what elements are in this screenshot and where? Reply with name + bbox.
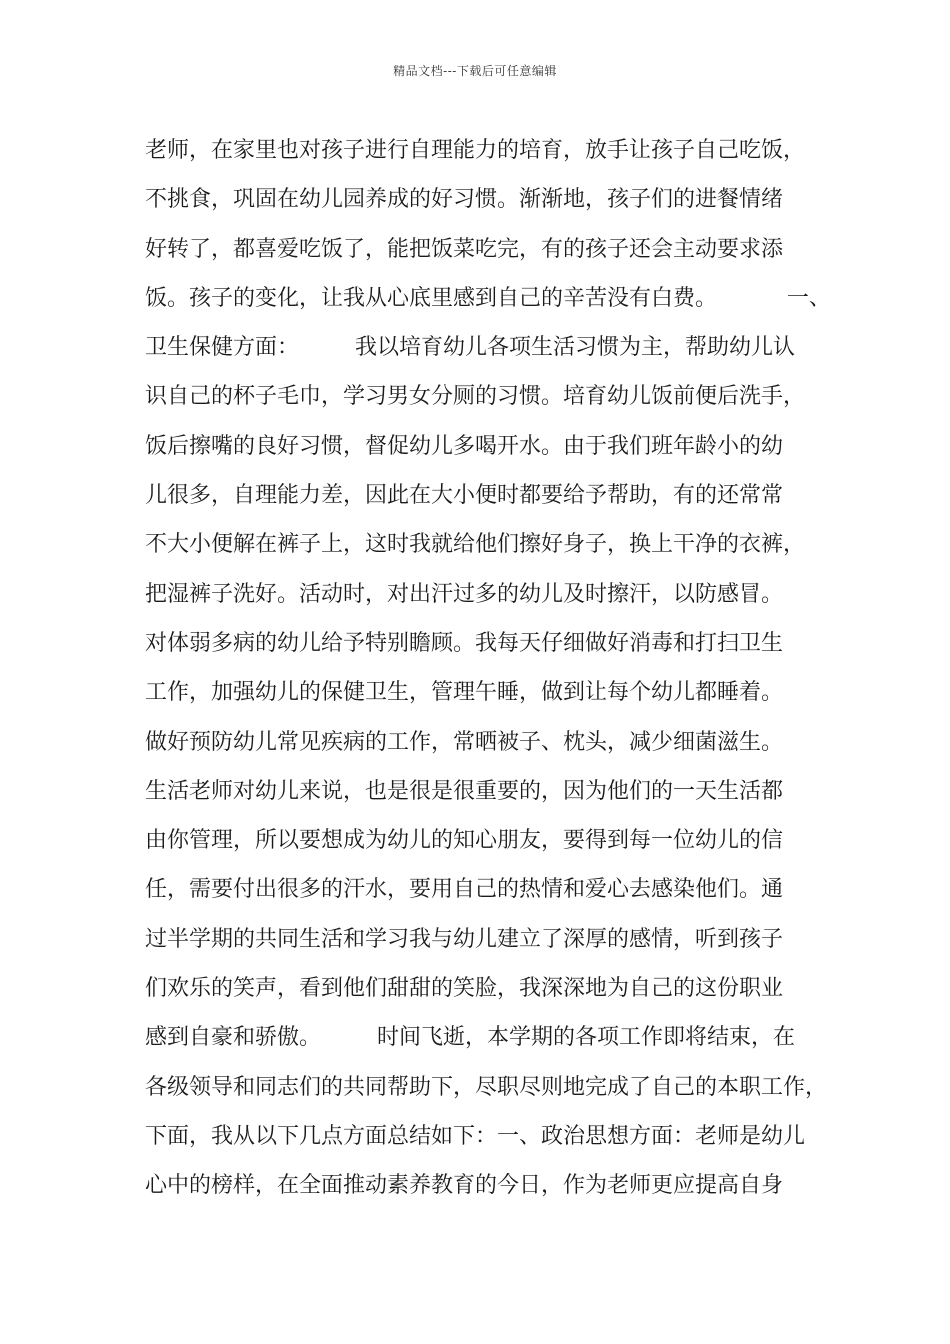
page-header: 精品文档---下载后可任意编辑 — [393, 64, 557, 78]
text-line: 饭。孩子的变化，让我从心底里感到自己的辛苦没有白费。 一、 — [145, 285, 831, 311]
text-line: 不大小便解在裤子上，这时我就给他们擦好身子，换上干净的衣裤， — [145, 532, 806, 558]
text-line: 老师，在家里也对孩子进行自理能力的培育，放手让孩子自己吃饭， — [145, 138, 806, 163]
body-text — [145, 126, 835, 1211]
text-line: 工作，加强幼儿的保健卫生，管理午睡，做到让每个幼儿都睡着。 — [145, 680, 784, 706]
text-line: 不挑食，巩固在幼儿园养成的好习惯。渐渐地，孩子们的进餐情绪 — [145, 187, 784, 213]
text-line: 们欢乐的笑声，看到他们甜甜的笑脸，我深深地为自己的这份职业 — [145, 976, 784, 1002]
text-line: 下面，我从以下几点方面总结如下：一、政治思想方面：老师是幼儿 — [145, 1123, 806, 1149]
text-line: 感到自豪和骄傲。 时间飞逝，本学期的各项工作即将结束，在 — [145, 1025, 795, 1051]
text-line: 心中的榜样，在全面推动素养教育的今日，作为老师更应提高自身 — [145, 1173, 784, 1199]
text-line: 做好预防幼儿常见疾病的工作，常晒被子、枕头，减少细菌滋生。 — [145, 729, 784, 755]
text-line: 各级领导和同志们的共同帮助下，尽职尽则地完成了自己的本职工作， — [145, 1074, 828, 1100]
text-line: 把湿裤子洗好。活动时，对出汗过多的幼儿及时擦汗，以防感冒。 — [145, 581, 784, 607]
text-line: 饭后擦嘴的良好习惯，督促幼儿多喝开水。由于我们班年龄小的幼 — [145, 433, 784, 459]
text-line: 儿很多，自理能力差，因此在大小便时都要给予帮助，有的还常常 — [145, 483, 784, 509]
text-line: 识自己的杯子毛巾，学习男女分厕的习惯。培育幼儿饭前便后洗手， — [145, 384, 806, 410]
text-line: 卫生保健方面： 我以培育幼儿各项生活习惯为主，帮助幼儿认 — [145, 335, 795, 361]
text-line: 过半学期的共同生活和学习我与幼儿建立了深厚的感情，听到孩子 — [145, 926, 784, 952]
text-line: 由你管理，所以要想成为幼儿的知心朋友，要得到每一位幼儿的信 — [145, 828, 784, 854]
text-line: 任，需要付出很多的汗水，要用自己的热情和爱心去感染他们。通 — [145, 877, 784, 903]
text-line: 对体弱多病的幼儿给予特别瞻顾。我每天仔细做好消毒和打扫卫生 — [145, 630, 784, 656]
text-line: 生活老师对幼儿来说，也是很是很重要的，因为他们的一天生活都 — [145, 778, 784, 804]
text-line: 好转了，都喜爱吃饭了，能把饭菜吃完，有的孩子还会主动要求添 — [145, 236, 784, 262]
